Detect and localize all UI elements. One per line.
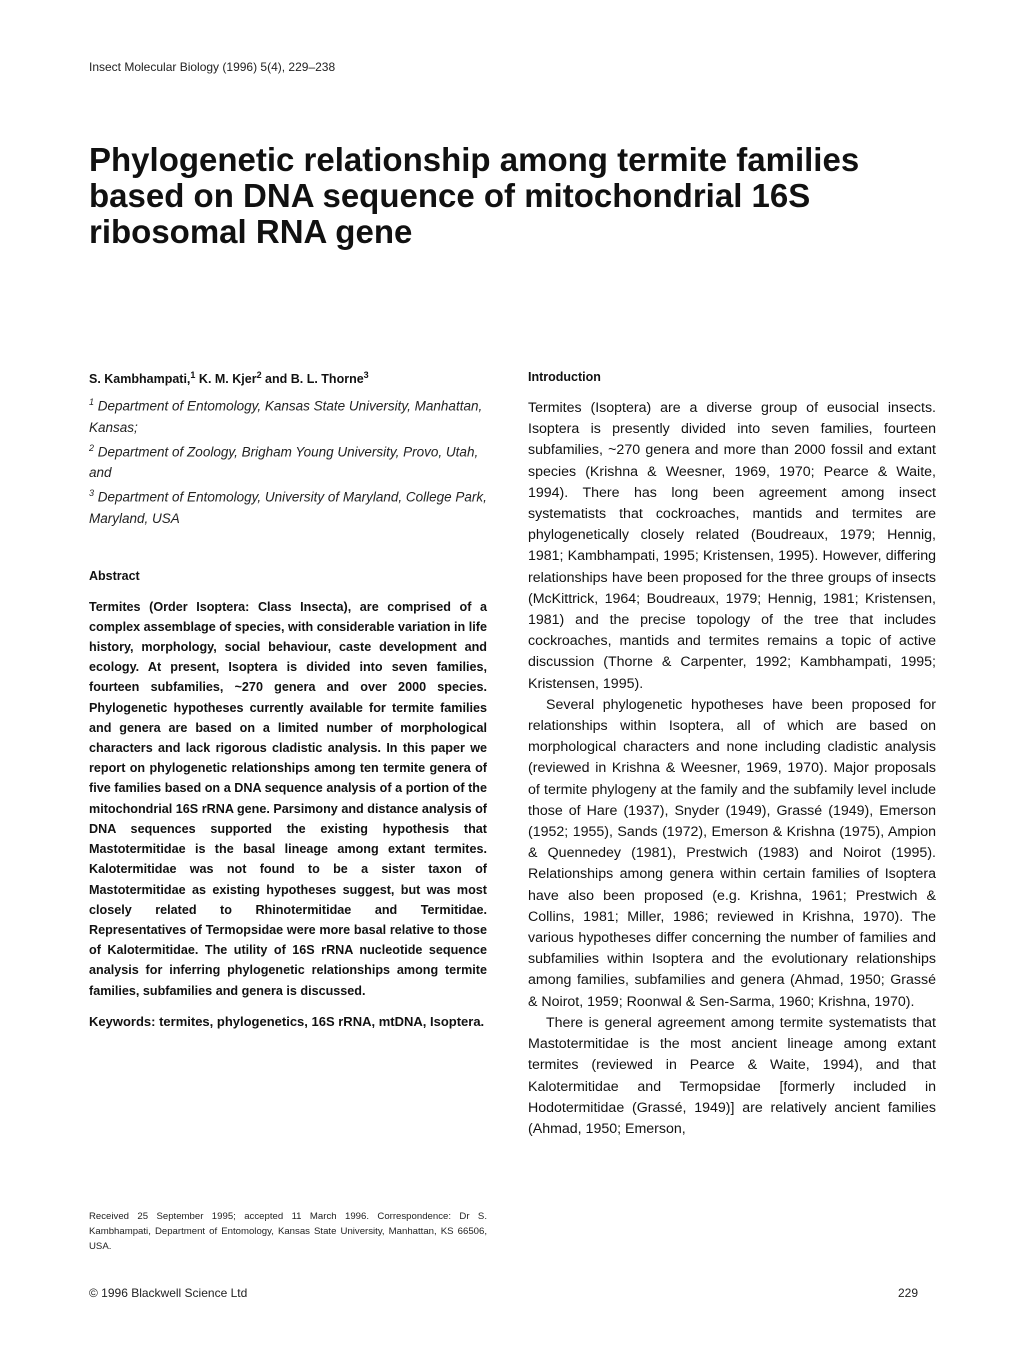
author-list [89, 370, 487, 386]
affiliation-mark: 1 [190, 370, 196, 380]
introduction-paragraph: Termites (Isoptera) are a diverse group of eusocial insects. Isoptera is presently divided into seven families, fourteen subfamilies, ~270 genera and more than 2000 fossil and extant species (Krishna & Weesner, 1969, 1970; Pearce & Waite, 1994). There has long been agreement among insect systematists that cockroaches, mantids and termites are phylogenetically closely related (Boudreaux, 1979; Hennig, 1981; Kambhampati, 1995; Kristensen, 1995). However, differing relationships have been proposed for the three groups of insects (McKittrick, 1964; Boudreaux, 1979; Hennig, 1981; Kristensen, 1981) and the precise topology of the tree that includes cockroaches, mantids and termites remains a topic of active discussion (Thorne & Carpenter, 1992; Kambhampati, 1995; Kristensen, 1995). [528, 400, 936, 692]
left-column [89, 370, 487, 1032]
page-number: 229 [898, 1286, 919, 1300]
right-column [528, 370, 936, 1140]
introduction-paragraph: There is general agreement among termite systematists that Mastotermitidae is the most ancient lineage among extant termites (reviewed in Pearce & Waite, 1994), and that Kalotermitidae and Termopsidae [formerly included in Hodotermitidae (Grassé, 1949)] are relatively ancient families (Ahmad, 1950; Emerson, [528, 1014, 936, 1137]
affiliation-mark: 1 [89, 397, 95, 408]
affiliation-text: Department of Entomology, Kansas State University, Manhattan, Kansas; [89, 398, 483, 435]
affiliation-mark: 2 [89, 442, 95, 453]
affiliation [89, 483, 487, 529]
affiliations [89, 392, 487, 529]
author-name: S. Kambhampati, [89, 372, 191, 387]
affiliation-mark: 2 [256, 370, 262, 380]
author-name: and B. L. Thorne [261, 372, 364, 387]
introduction-heading: Introduction [528, 370, 601, 384]
abstract-heading: Abstract [89, 568, 140, 583]
affiliation-text: Department of Entomology, University of Maryland, College Park, Maryland, USA [89, 489, 487, 526]
abstract-text: Termites (Order Isoptera: Class Insecta), are comprised of a complex assemblage of species, with considerable variation in life history, morphology, social behaviour, caste development and ecology. At present, Isoptera is divided into seven families, fourteen subfamilies, ~270 genera and over 2000 species. Phylogenetic hypotheses currently available for termite families and genera are based on a limited number of morphological characters and lack rigorous cladistic analysis. In this paper we report on phylogenetic relationships among ten termite genera of five families based on a DNA sequence analysis of a portion of the mitochondrial 16S rRNA gene. Parsimony and distance analysis of DNA sequences supported the existing hypothesis that Mastotermitidae is the basal lineage among extant termites. Kalotermitidae was not found to be a sister taxon of Mastotermitidae as existing hypotheses suggest, but was most closely related to Rhinotermitidae and Termitidae. Representatives of Termopsidae were more basal relative to those of Kalotermitidae. The utility of 16S rRNA nucleotide sequence analysis for inferring phylogenetic relationships among termite families, subfamilies and genera is discussed. [89, 599, 487, 998]
keywords: Keywords: termites, phylogenetics, 16S rRNA, mtDNA, Isoptera. [89, 1013, 485, 1029]
affiliation [89, 392, 487, 438]
affiliation-text: Department of Zoology, Brigham Young University, Provo, Utah, and [89, 444, 479, 481]
affiliation-mark: 3 [363, 370, 369, 380]
running-head: Insect Molecular Biology (1996) 5(4), 229–238 [89, 60, 336, 74]
affiliation-mark: 3 [89, 488, 95, 499]
affiliation [89, 438, 487, 484]
received-note: Received 25 September 1995; accepted 11 March 1996. Correspondence: Dr S. Kambhampati, Department of Entomology, Kansas State University, Manhattan, KS 66506, USA. [89, 1211, 487, 1252]
copyright-notice: © 1996 Blackwell Science Ltd [89, 1286, 248, 1300]
article-title: Phylogenetic relationship among termite families based on DNA sequence of mitochondrial 16S ribosomal RNA gene [89, 141, 860, 250]
introduction-paragraph: Several phylogenetic hypotheses have been proposed for relationships within Isoptera, all of which are based on morphological characters and none including cladistic analysis (reviewed in Krishna & Weesner, 1969, 1970). Major proposals of termite phylogeny at the family and the subfamily level include those of Hare (1937), Snyder (1949), Grassé (1949), Emerson (1952; 1955), Sands (1972), Emerson & Krishna (1975), Ampion & Quennedey (1981), Prestwich (1983) and Noirot (1995). Relationships among genera within certain families of Isoptera have also been proposed (e.g. Krishna, 1961; Prestwich & Collins, 1981; Miller, 1986; reviewed in Krishna, 1970). The various hypotheses differ concerning the number of families and subfamilies within Isoptera and the evolutionary relationships among families, subfamilies and genera (Ahmad, 1950; Grassé & Noirot, 1959; Roonwal & Sen-Sarma, 1960; Krishna, 1970). [528, 696, 936, 1010]
author-name: K. M. Kjer [195, 372, 257, 387]
